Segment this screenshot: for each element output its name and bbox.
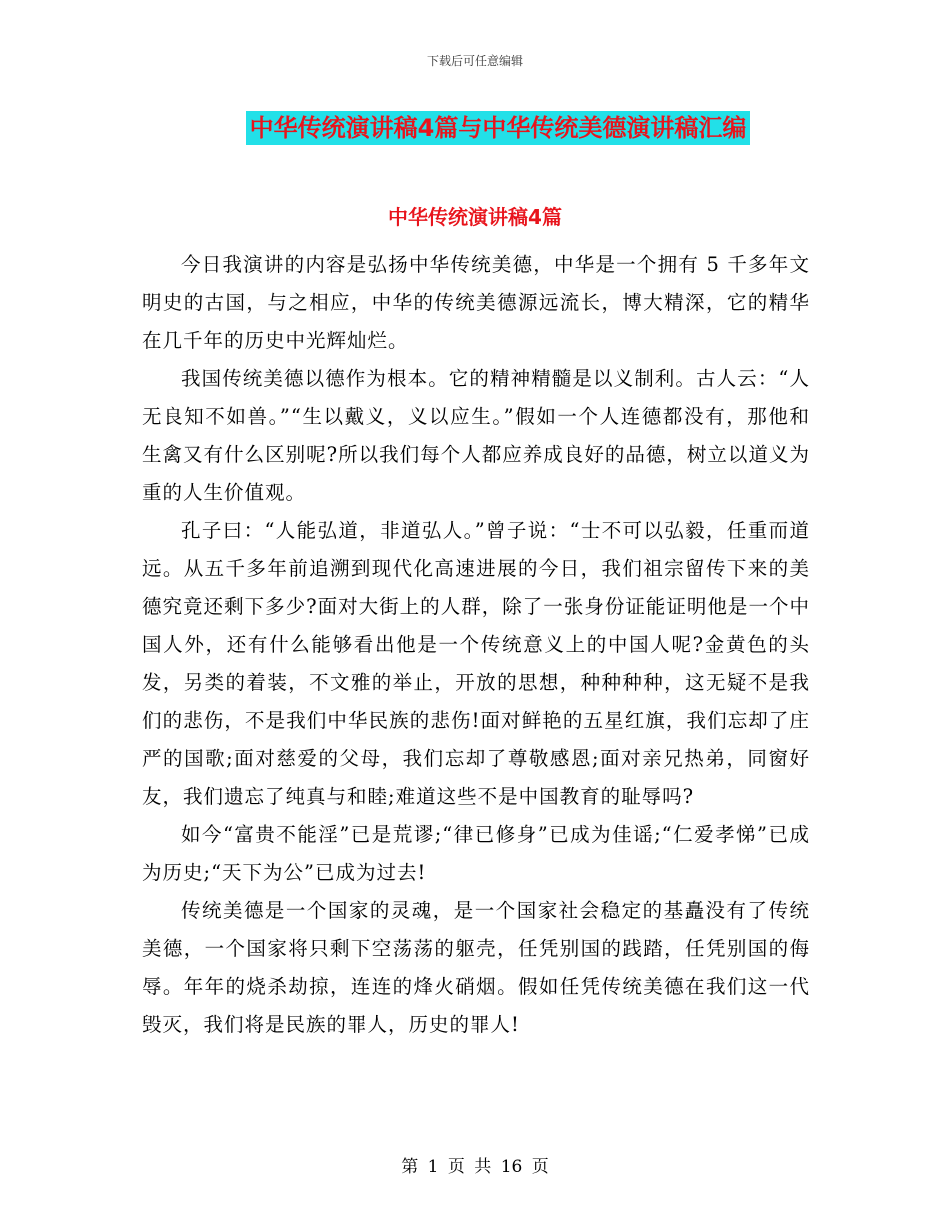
paragraph: 传统美德是一个国家的灵魂，是一个国家社会稳定的基矗没有了传统美德，一个国家将只剩下空荡荡的躯壳，任凭别国的践踏，任凭别国的侮辱。年年的烧杀劫掠，连连的烽火硝烟。假如任凭传统美德在我们这一代毁灭，我们将是民族的罪人，历史的罪人!	[142, 899, 810, 1036]
page-footer	[0, 1152, 950, 1177]
footer-ye-end: 页	[531, 1157, 549, 1177]
footer-gong: 共	[474, 1157, 492, 1177]
paragraph: 如今“富贵不能淫”已是荒谬;“律已修身”已成为佳谣;“仁爱孝悌”已成为历史;“天下为公”已成为过去!	[142, 823, 810, 884]
paragraph: 我国传统美德以德作为根本。它的精神精髓是以义制利。古人云：“人无良知不如兽。”“生以戴义，义以应生。”假如一个人连德都没有，那他和生禽又有什么区别呢?所以我们每个人都应养成良好的品德，树立以道义为重的人生价值观。	[142, 367, 810, 504]
paragraph: 今日我演讲的内容是弘扬中华传统美德，中华是一个拥有 5 千多年文明史的古国，与之相应，中华的传统美德源远流长，博大精深，它的精华在几千年的历史中光辉灿烂。	[142, 253, 810, 352]
header-note: 下载后可任意编辑	[426, 54, 523, 68]
footer-ye: 页	[447, 1157, 465, 1177]
footer-di: 第	[401, 1157, 419, 1177]
footer-total-pages: 16	[500, 1157, 523, 1177]
footer-current-page: 1	[427, 1157, 439, 1177]
paragraph: 孔子曰：“人能弘道，非道弘人。”曾子说：“士不可以弘毅，任重而道远。从五千多年前追溯到现代化高速进展的今日，我们祖宗留传下来的美德究竟还剩下多少?面对大街上的人群，除了一张身份证能证明他是一个中国人外，还有什么能够看出他是一个传统意义上的中国人呢?金黄色的头发，另类的着装，不文雅的举止，开放的思想，种种种种，这无疑不是我们的悲伤，不是我们中华民族的悲伤!面对鲜艳的五星红旗，我们忘却了庄严的国歌;面对慈爱的父母，我们忘却了尊敬感恩;面对亲兄热弟，同窗好友，我们遗忘了纯真与和睦;难道这些不是中国教育的耻辱吗?	[142, 519, 810, 808]
section-title: 中华传统演讲稿4篇	[388, 205, 562, 229]
document-body	[142, 246, 810, 1044]
main-title-container	[0, 111, 950, 145]
main-title: 中华传统演讲稿4篇与中华传统美德演讲稿汇编	[246, 111, 751, 145]
